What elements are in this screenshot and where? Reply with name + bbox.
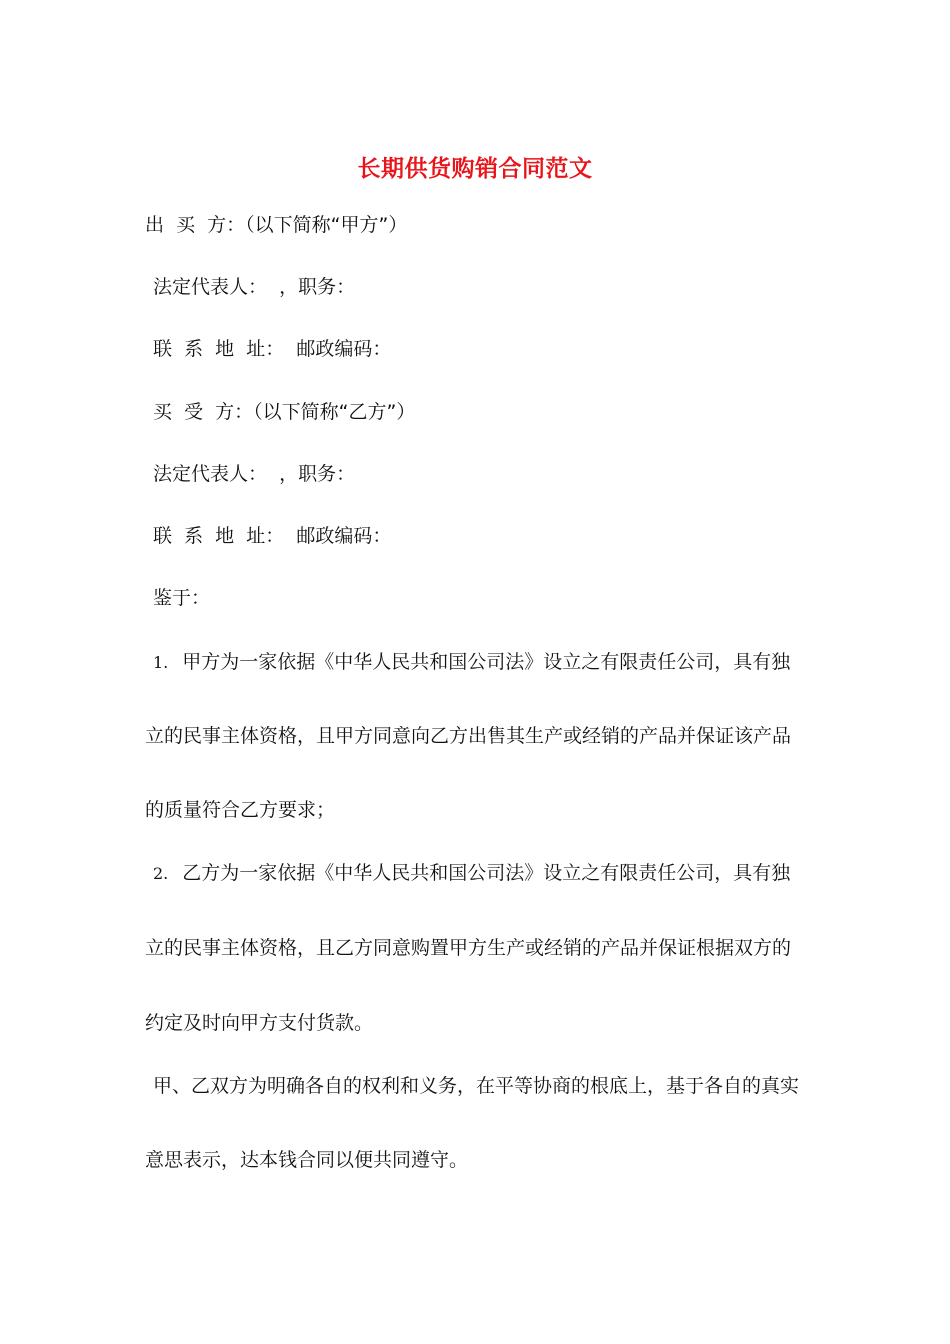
clause-1-line-3: 的质量符合乙方要求；: [145, 799, 336, 821]
clause-1-line-2: 立的民事主体资格，且甲方同意向乙方出售其生产或经销的产品并保证该产品: [145, 725, 792, 747]
clause-2-line-2: 立的民事主体资格，且乙方同意购置甲方生产或经销的产品并保证根据双方的: [145, 937, 792, 959]
clause-1-line-1: [153, 649, 790, 676]
document-title: 长期供货购销合同范文: [357, 155, 593, 182]
clause-1-text-1: 甲方为一家依据《中华人民共和国公司法》设立之有限责任公司，具有独: [182, 651, 791, 673]
clause-2-line-3: 约定及时向甲方支付货款。: [145, 1012, 374, 1034]
closing-line-1: 甲、乙双方为明确各自的权利和义务，在平等协商的根底上，基于各自的真实: [153, 1075, 800, 1097]
seller-party-line: 买 受 方：（以下简称“乙方”）: [153, 401, 416, 423]
clause-2-number: 2.: [153, 864, 169, 883]
buyer-rep-line: 法定代表人： ，职务：: [153, 276, 356, 298]
seller-rep-line: 法定代表人： ，职务：: [153, 463, 356, 485]
buyer-address-line: 联 系 地 址： 邮政编码：: [153, 338, 392, 360]
closing-line-2: 意思表示，达本钱合同以便共同遵守。: [145, 1149, 469, 1171]
clause-1-number: 1.: [153, 653, 169, 672]
clause-2-line-1: [153, 860, 790, 887]
clause-2-text-1: 乙方为一家依据《中华人民共和国公司法》设立之有限责任公司，具有独: [182, 862, 791, 884]
seller-address-line: 联 系 地 址： 邮政编码：: [153, 525, 392, 547]
buyer-party-line: 出 买 方：（以下简称“甲方”）: [145, 214, 408, 236]
whereas-label: 鉴于：: [153, 587, 211, 609]
